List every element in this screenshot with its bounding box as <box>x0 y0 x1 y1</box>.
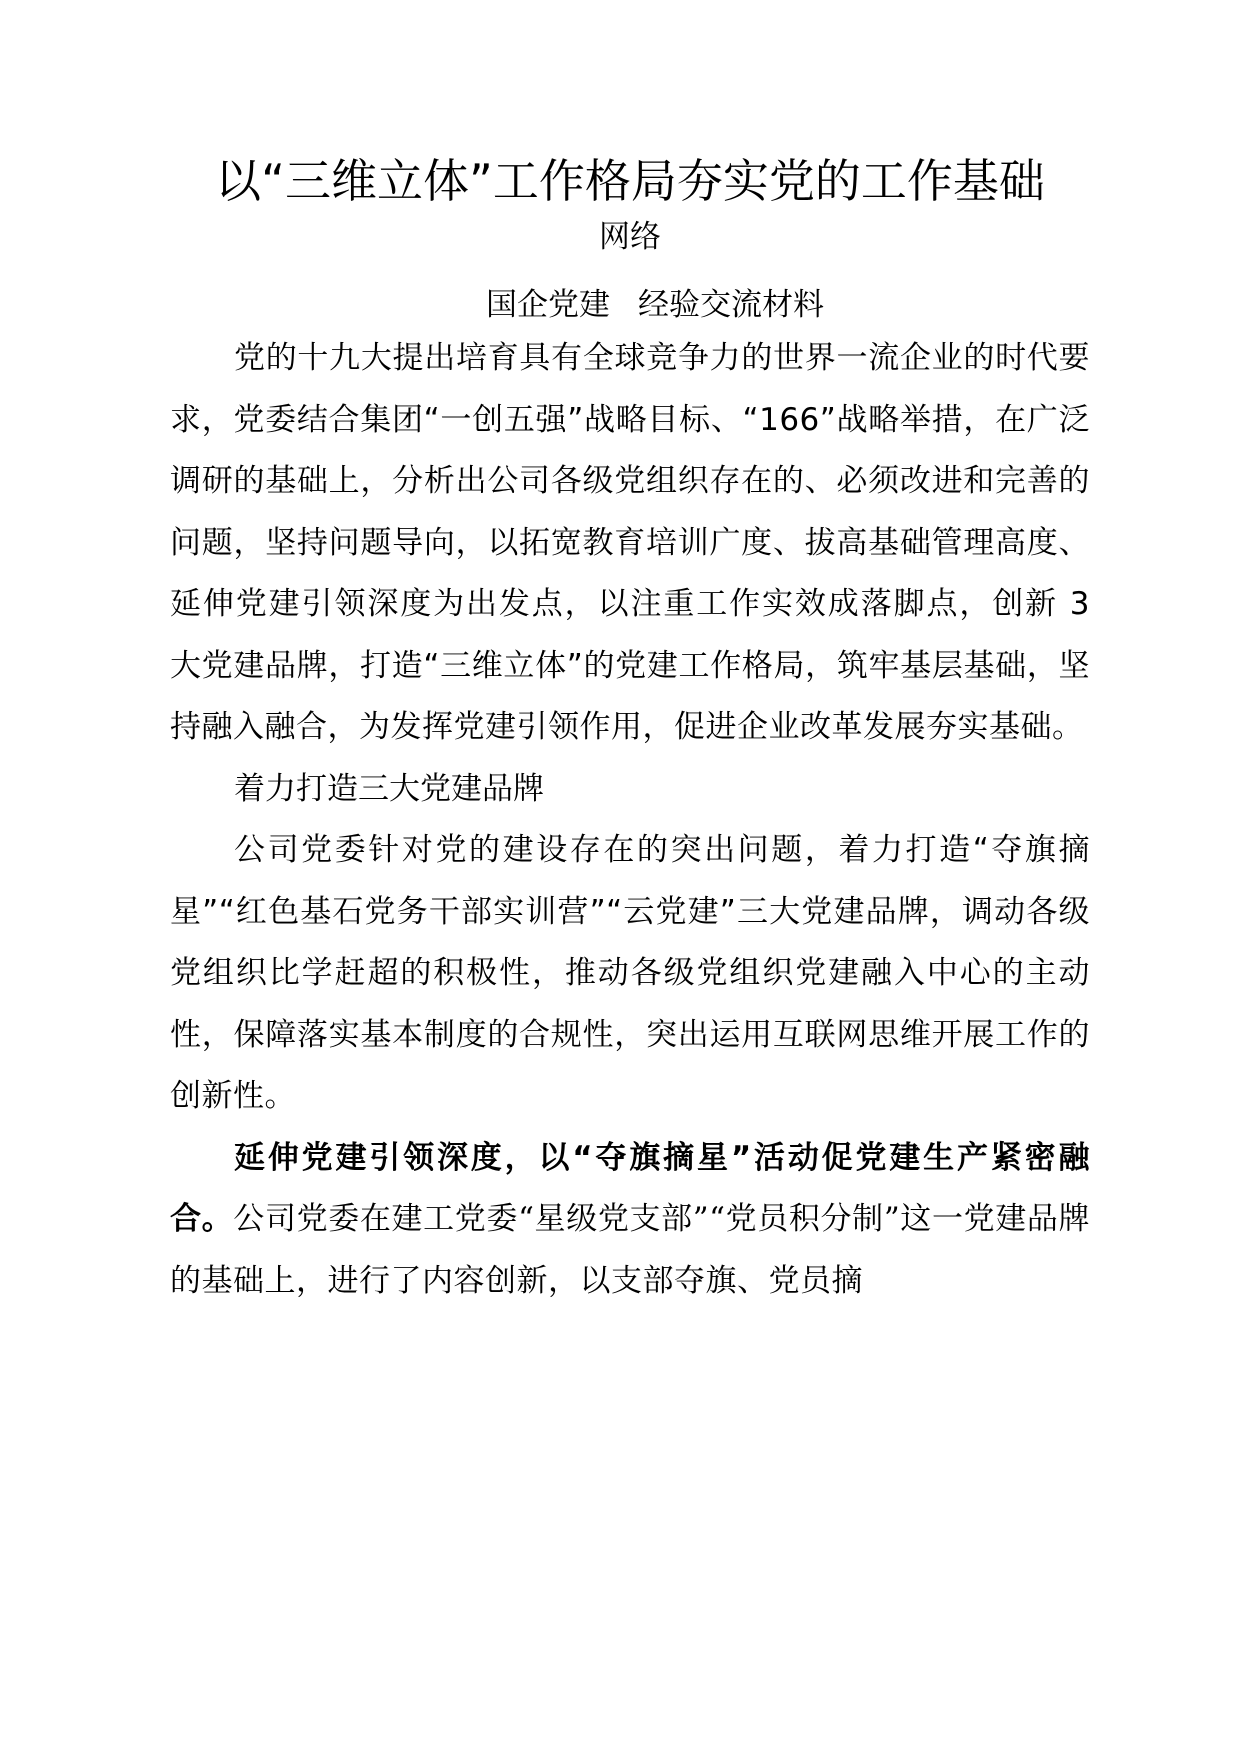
section-heading: 着力打造三大党建品牌 <box>234 770 544 807</box>
document-tags <box>170 282 1090 328</box>
document-source: 网络 <box>599 219 661 255</box>
document-title: 以“三维立体”工作格局夯实党的工作基础 <box>215 154 1045 208</box>
intro-paragraph: 党的十九大提出培育具有全球竞争力的世界一流企业的时代要求，党委结合集团“一创五强”战略目标、“166”战略举措，在广泛调研的基础上，分析出公司各级党组织存在的、必须改进和完善的问题，坚持问题导向，以拓宽教育培训广度、拔高基础管理高度、延伸党建引领深度为出发点，以注重工作实效成落脚点，创新 3 大党建品牌，打造“三维立体”的党建工作格局，筑牢基层基础，坚持融入融合，为发挥党建引领作用，促进企业改革发展夯实基础。 <box>170 340 1090 745</box>
point-one-lead: 延伸党建引领深度，以“夺旗摘星”活动促党建生产紧密融合。 <box>170 1139 1090 1237</box>
section-body-paragraph: 公司党委针对党的建设存在的突出问题，着力打造“夺旗摘星”“红色基石党务干部实训营”“云党建”三大党建品牌，调动各级党组织比学赶超的积极性，推动各级党组织党建融入中心的主动性，保障落实基本制度的合规性，突出运用互联网思维开展工作的创新性。 <box>170 832 1090 1114</box>
tag-experience-exchange: 经验交流材料 <box>638 287 824 323</box>
document-content <box>170 148 1090 1312</box>
point-one-text: 公司党委在建工党委“星级党支部”“党员积分制”这一党建品牌的基础上，进行了内容创新，以支部夺旗、党员摘 <box>170 1201 1091 1299</box>
tag-state-enterprise-party-building: 国企党建 <box>486 287 610 323</box>
point-one-paragraph <box>170 1128 1090 1313</box>
